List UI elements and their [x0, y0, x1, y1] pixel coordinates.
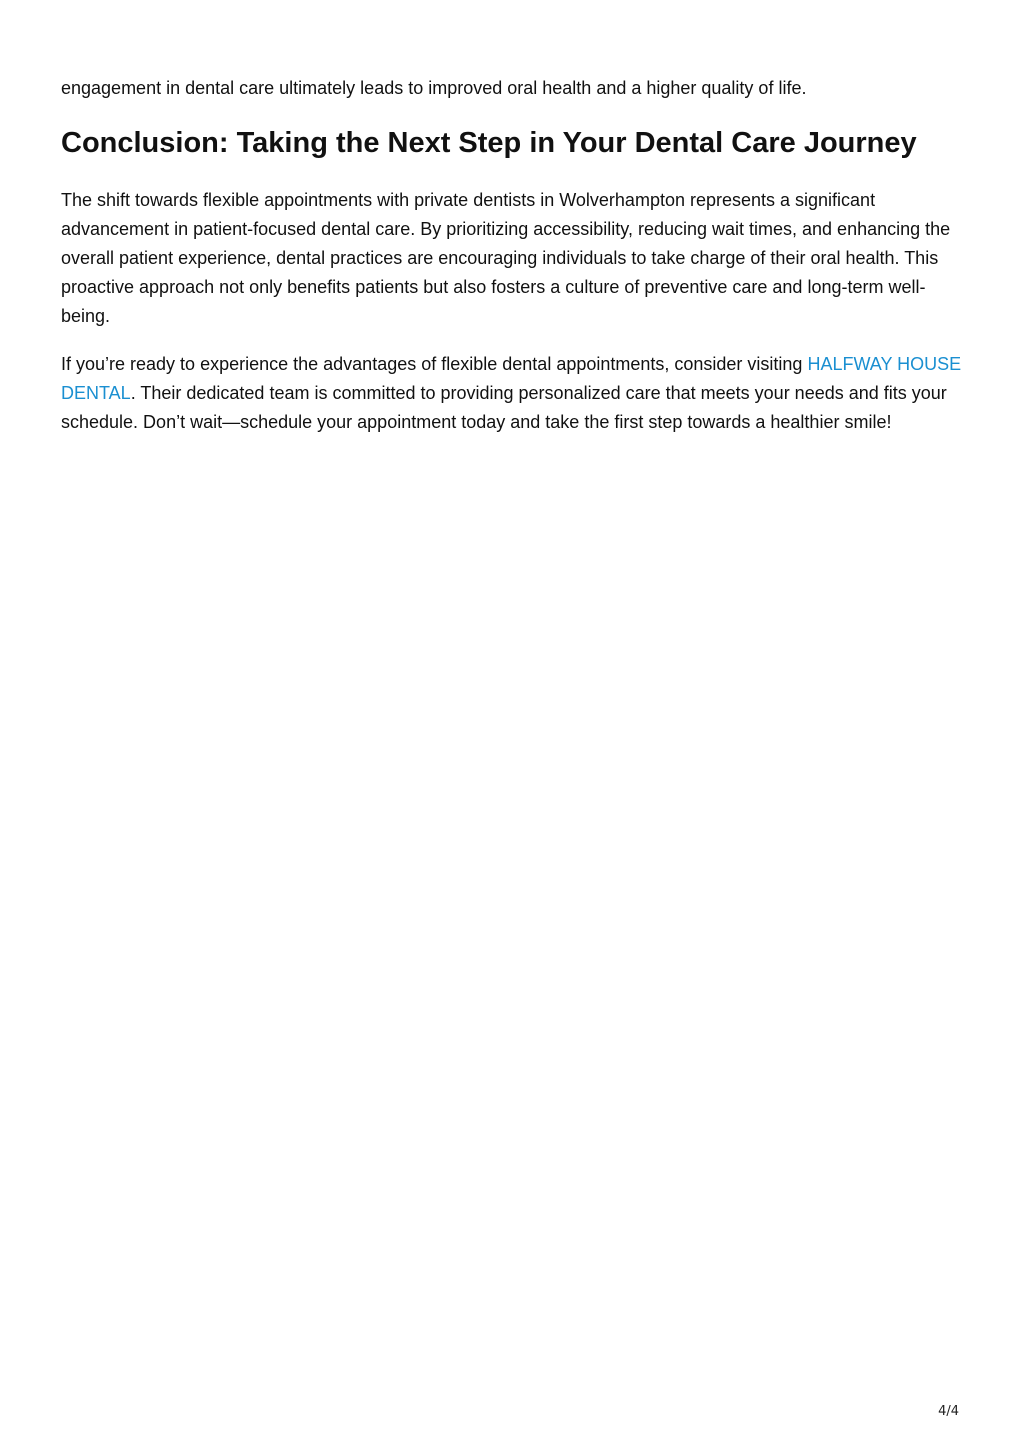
- halfway-house-dental-link[interactable]: HALFWAY HOUSE DENTAL: [61, 354, 962, 403]
- intro-paragraph-fragment: engagement in dental care ultimately leads to improved oral health and a higher quality of life.: [61, 78, 807, 98]
- document-body: [61, 74, 971, 437]
- cta-text-after-link: . Their dedicated team is committed to providing personalized care that meets your needs and fits your schedule. Don’t wait—schedule your appointment today and take the first step towards a healthier smile!: [61, 383, 947, 432]
- conclusion-paragraph: The shift towards flexible appointments with private dentists in Wolverhampton represents a significant advancement in patient-focused dental care. By prioritizing accessibility, reducing wait times, and enhancing the overall patient experience, dental practices are encouraging individuals to take charge of their oral health. This proactive approach not only benefits patients but also fosters a culture of preventive care and long-term well-being.: [61, 190, 951, 326]
- page-number: 4/4: [938, 1404, 959, 1419]
- cta-text-before-link: If you’re ready to experience the advantages of flexible dental appointments, consider visiting: [61, 354, 808, 374]
- section-heading: Conclusion: Taking the Next Step in Your Dental Care Journey: [61, 127, 917, 159]
- call-to-action-paragraph: [61, 350, 971, 437]
